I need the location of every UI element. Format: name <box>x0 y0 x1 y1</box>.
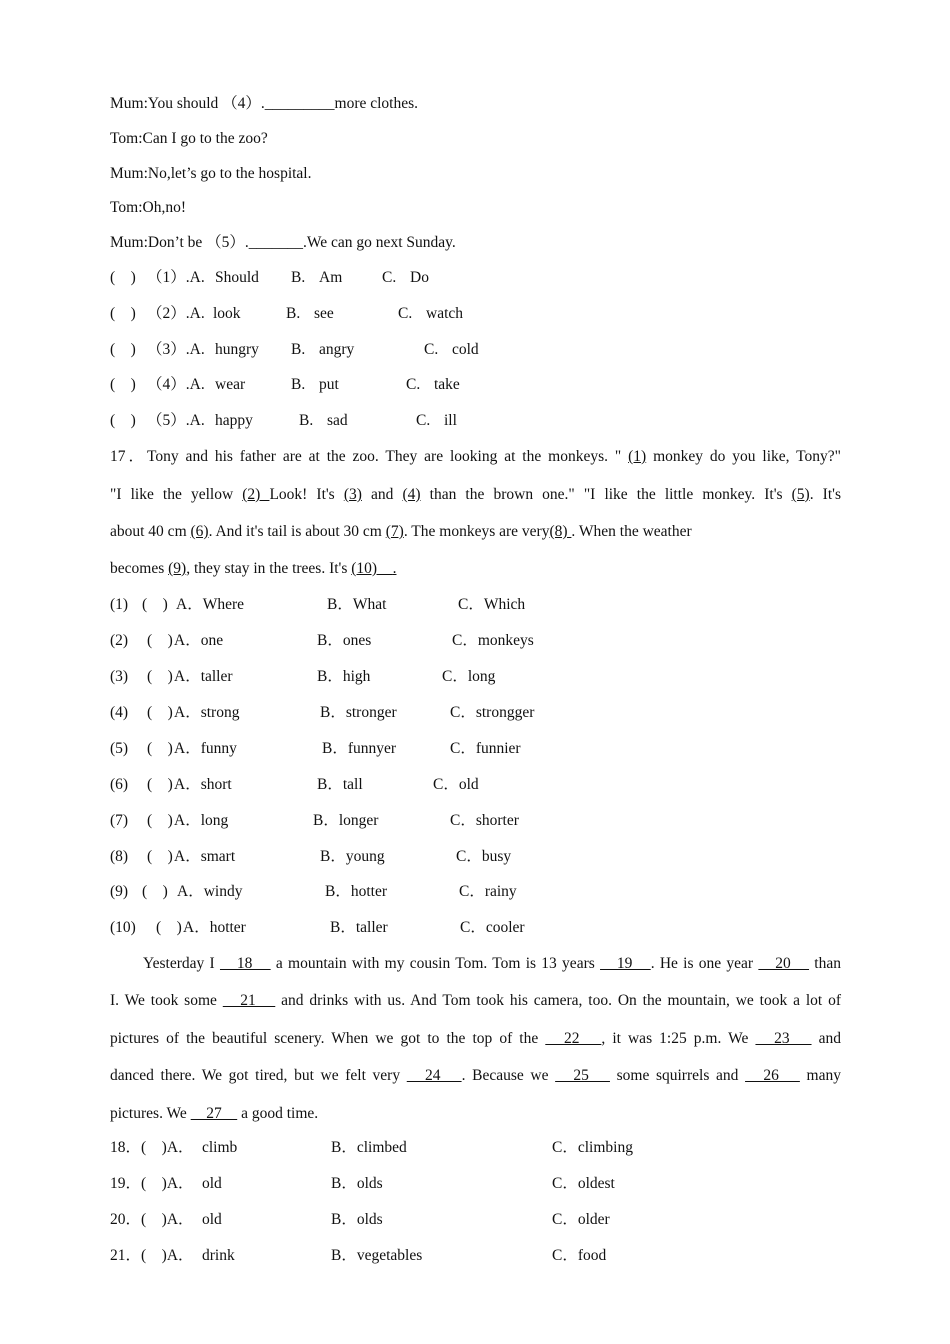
q17-passage-line <box>110 522 841 542</box>
passage-text: some squirrels and <box>609 1067 746 1084</box>
passage-text: . When the weather <box>571 523 692 540</box>
option-c: C．cooler <box>460 919 525 936</box>
passage-text: . He is one year <box>650 955 759 972</box>
option-number: （1）.A. <box>147 269 205 286</box>
option-b: B．taller <box>330 919 388 936</box>
option-number[interactable]: 19．( )A． <box>110 1175 194 1192</box>
cloze-passage-line <box>110 991 841 1011</box>
answer-blank[interactable]: 18 <box>219 955 271 972</box>
option-b: B．olds <box>331 1175 383 1192</box>
option-number: （4）.A. <box>147 376 205 393</box>
option-b: B．funnyer <box>322 740 397 757</box>
option-c: Do <box>410 269 429 286</box>
dialogue-option-row <box>110 268 850 288</box>
option-b-label: B. <box>286 305 301 322</box>
option-a: A．short <box>174 776 232 793</box>
answer-blank[interactable]: (1) <box>628 448 647 465</box>
option-c-label: C. <box>398 305 413 322</box>
answer-paren[interactable]: ( ) <box>147 848 173 865</box>
q17-option-row <box>110 703 850 723</box>
cloze-option-row <box>110 1138 850 1158</box>
passage-text: . And it's tail is about 30 cm <box>208 523 386 540</box>
passage-text: . Because we <box>461 1067 556 1084</box>
option-b: B．vegetables <box>331 1247 423 1264</box>
q17-option-row <box>110 775 850 795</box>
option-a: A．taller <box>174 668 233 685</box>
passage-text: pictures of the beautiful scenery. When we got to the top of the <box>110 1030 546 1047</box>
passage-text: becomes <box>110 560 169 577</box>
cloze-option-row <box>110 1246 850 1266</box>
option-a: A．one <box>174 632 224 649</box>
answer-paren[interactable]: ( ) <box>147 668 173 685</box>
answer-blank[interactable]: (8) <box>549 523 572 540</box>
answer-blank[interactable]: 24 <box>406 1067 462 1084</box>
answer-blank[interactable]: (4) <box>402 486 421 503</box>
dialogue-line-3 <box>110 164 312 184</box>
answer-paren[interactable]: ( ) <box>156 919 182 936</box>
answer-paren[interactable]: ( ) <box>147 776 173 793</box>
option-b: angry <box>319 341 355 358</box>
dialogue-text: Tom:Oh,no! <box>110 199 186 216</box>
q17-option-row <box>110 595 850 615</box>
option-number: (8) <box>110 848 129 865</box>
dialogue-option-row <box>110 375 850 395</box>
answer-blank[interactable]: (7) <box>385 523 404 540</box>
option-b: B．olds <box>331 1211 383 1228</box>
option-c: C．busy <box>456 848 512 865</box>
option-c: C．strongger <box>450 704 535 721</box>
passage-text: pictures. We <box>110 1105 191 1122</box>
option-b: B．young <box>320 848 385 865</box>
option-number: (9) <box>110 883 129 900</box>
passage-text: than the brown one." "I like the little monkey. It's <box>420 486 792 503</box>
option-number: (6) <box>110 776 129 793</box>
option-c: C．funnier <box>450 740 521 757</box>
option-c-label: C. <box>416 412 431 429</box>
option-c: C．long <box>442 668 496 685</box>
answer-blank[interactable]: (6) <box>190 523 209 540</box>
answer-blank[interactable]: (2) <box>242 486 270 503</box>
answer-blank[interactable]: _______ <box>248 234 304 251</box>
passage-text: 17．Tony and his father are at the zoo. They are looking at the monkeys. " <box>110 448 629 465</box>
option-b: Am <box>319 269 343 286</box>
q17-option-row <box>110 882 850 902</box>
option-number: (4) <box>110 704 129 721</box>
option-b: B．climbed <box>331 1139 407 1156</box>
option-c: C．shorter <box>450 812 519 829</box>
answer-paren[interactable]: ( ) <box>110 269 136 286</box>
option-b-label: B. <box>291 376 306 393</box>
answer-blank[interactable]: (10) <box>351 560 393 577</box>
option-number: (2) <box>110 632 129 649</box>
option-b-label: B. <box>291 269 306 286</box>
answer-paren[interactable]: ( ) <box>110 341 136 358</box>
passage-text: danced there. We got tired, but we felt very <box>110 1067 407 1084</box>
option-c: cold <box>452 341 479 358</box>
option-c: ill <box>444 412 457 429</box>
passage-text: . It's <box>809 486 841 503</box>
passage-text: about 40 cm <box>110 523 191 540</box>
q17-passage-line <box>110 559 841 579</box>
q17-option-row <box>110 918 850 938</box>
option-c: C．food <box>552 1247 607 1264</box>
option-b: see <box>314 305 334 322</box>
option-b: B．What <box>327 596 387 613</box>
option-c: C．older <box>552 1211 610 1228</box>
passage-text: than <box>809 955 841 972</box>
dialogue-line-5 <box>110 233 456 253</box>
option-number: (3) <box>110 668 129 685</box>
option-number: (7) <box>110 812 129 829</box>
option-a: A．hotter <box>183 919 246 936</box>
option-a: A．Where <box>176 596 244 613</box>
option-number[interactable]: 21．( )A． <box>110 1247 194 1264</box>
option-c: take <box>434 376 460 393</box>
q17-option-row <box>110 811 850 831</box>
answer-blank[interactable]: (3) <box>343 486 362 503</box>
option-b: put <box>319 376 339 393</box>
answer-blank[interactable]: 20 <box>758 955 810 972</box>
option-number[interactable]: 18．( )A． <box>110 1139 194 1156</box>
passage-text: a good time. <box>237 1105 319 1122</box>
dialogue-text: Mum:You should （4）. <box>110 95 265 112</box>
option-b: B．longer <box>313 812 379 829</box>
option-a: A．smart <box>174 848 236 865</box>
dialogue-text: Mum:No,let’s go to the hospital. <box>110 165 312 182</box>
cloze-passage-line <box>110 1029 841 1049</box>
passage-text: many <box>799 1067 841 1084</box>
q17-option-row <box>110 667 850 687</box>
passage-text: , they stay in the trees. It's <box>186 560 352 577</box>
option-number[interactable]: 20．( )A． <box>110 1211 194 1228</box>
answer-paren[interactable]: ( ) <box>142 883 168 900</box>
answer-paren[interactable]: ( ) <box>147 812 173 829</box>
passage-text: and <box>361 486 403 503</box>
option-c-label: C. <box>406 376 421 393</box>
option-b: B．hotter <box>325 883 387 900</box>
dialogue-option-row <box>110 411 850 431</box>
answer-paren[interactable]: ( ) <box>147 740 173 757</box>
option-a: A．strong <box>174 704 240 721</box>
answer-blank[interactable]: 27 <box>190 1105 238 1122</box>
dialogue-text: Tom:Can I go to the zoo? <box>110 130 268 147</box>
option-a: A．windy <box>177 883 243 900</box>
option-c: C．monkeys <box>452 632 534 649</box>
answer-paren[interactable]: ( ) <box>147 704 173 721</box>
dialogue-option-row <box>110 304 850 324</box>
answer-paren[interactable]: ( ) <box>147 632 173 649</box>
answer-blank[interactable]: (5) <box>791 486 810 503</box>
answer-blank[interactable]: 22 <box>545 1030 602 1047</box>
cloze-passage-line <box>110 1104 841 1124</box>
passage-text: and drinks with us. And Tom took his camera, too. On the mountain, we took a lot of <box>275 992 841 1009</box>
option-a: hungry <box>215 341 259 358</box>
option-b: B．tall <box>317 776 363 793</box>
option-b: B．high <box>317 668 371 685</box>
passage-text: . <box>392 560 397 577</box>
cloze-passage-line <box>110 1066 841 1086</box>
passage-text: monkey do you like, Tony?" <box>646 448 841 465</box>
option-number: （3）.A. <box>147 341 205 358</box>
option-a: A．long <box>174 812 229 829</box>
dialogue-text: Mum:Don’t be （5）. <box>110 234 249 251</box>
option-a: happy <box>215 412 253 429</box>
dialogue-line-4 <box>110 198 186 218</box>
option-b-label: B. <box>299 412 314 429</box>
option-c: watch <box>426 305 464 322</box>
dialogue-text: .We can go next Sunday. <box>303 234 456 251</box>
passage-text: "I like the yellow <box>110 486 243 503</box>
passage-text: Yesterday I <box>143 955 220 972</box>
option-a: old <box>202 1175 222 1192</box>
answer-blank[interactable]: 19 <box>600 955 651 972</box>
option-c: C．old <box>433 776 479 793</box>
answer-blank[interactable]: 21 <box>222 992 276 1009</box>
option-a: look <box>213 305 241 322</box>
cloze-passage-line <box>110 954 841 974</box>
answer-blank[interactable]: _________ <box>264 95 335 112</box>
option-c-label: C. <box>382 269 397 286</box>
option-c: C．oldest <box>552 1175 615 1192</box>
dialogue-option-row <box>110 340 850 360</box>
passage-text: Look! It's <box>269 486 344 503</box>
answer-paren[interactable]: ( ) <box>142 596 168 613</box>
option-number: (1) <box>110 596 129 613</box>
option-number: (5) <box>110 740 129 757</box>
answer-blank[interactable]: 26 <box>745 1067 800 1084</box>
dialogue-text: more clothes. <box>334 95 419 112</box>
passage-text: a mountain with my cousin Tom. Tom is 13 years <box>270 955 601 972</box>
option-b: B．stronger <box>320 704 397 721</box>
option-a: wear <box>215 376 246 393</box>
option-c-label: C. <box>424 341 439 358</box>
q17-passage-line <box>110 447 841 467</box>
option-a: old <box>202 1211 222 1228</box>
option-a: A．funny <box>174 740 237 757</box>
option-number: (10) <box>110 919 136 936</box>
option-number: （5）.A. <box>147 412 205 429</box>
cloze-option-row <box>110 1174 850 1194</box>
q17-option-row <box>110 631 850 651</box>
option-b-label: B. <box>291 341 306 358</box>
option-a: Should <box>215 269 259 286</box>
option-c: C．climbing <box>552 1139 633 1156</box>
dialogue-line-2 <box>110 129 268 149</box>
answer-paren[interactable]: ( ) <box>110 412 136 429</box>
answer-blank[interactable]: 23 <box>755 1030 812 1047</box>
option-a: drink <box>202 1247 235 1264</box>
answer-paren[interactable]: ( ) <box>110 305 136 322</box>
answer-paren[interactable]: ( ) <box>110 376 136 393</box>
cloze-option-row <box>110 1210 850 1230</box>
passage-text: , it was 1:25 p.m. We <box>601 1030 756 1047</box>
option-c: C．Which <box>458 596 526 613</box>
dialogue-line-1 <box>110 94 418 114</box>
passage-text: and <box>811 1030 841 1047</box>
passage-text: I. We took some <box>110 992 223 1009</box>
answer-blank[interactable]: 25 <box>555 1067 610 1084</box>
q17-option-row <box>110 739 850 759</box>
q17-option-row <box>110 847 850 867</box>
option-b: B．ones <box>317 632 372 649</box>
answer-blank[interactable]: (9) <box>168 560 187 577</box>
option-number: （2）.A. <box>147 305 205 322</box>
option-b: sad <box>327 412 348 429</box>
q17-passage-line <box>110 485 841 505</box>
option-c: C．rainy <box>459 883 517 900</box>
passage-text: . The monkeys are very <box>403 523 550 540</box>
option-a: climb <box>202 1139 238 1156</box>
